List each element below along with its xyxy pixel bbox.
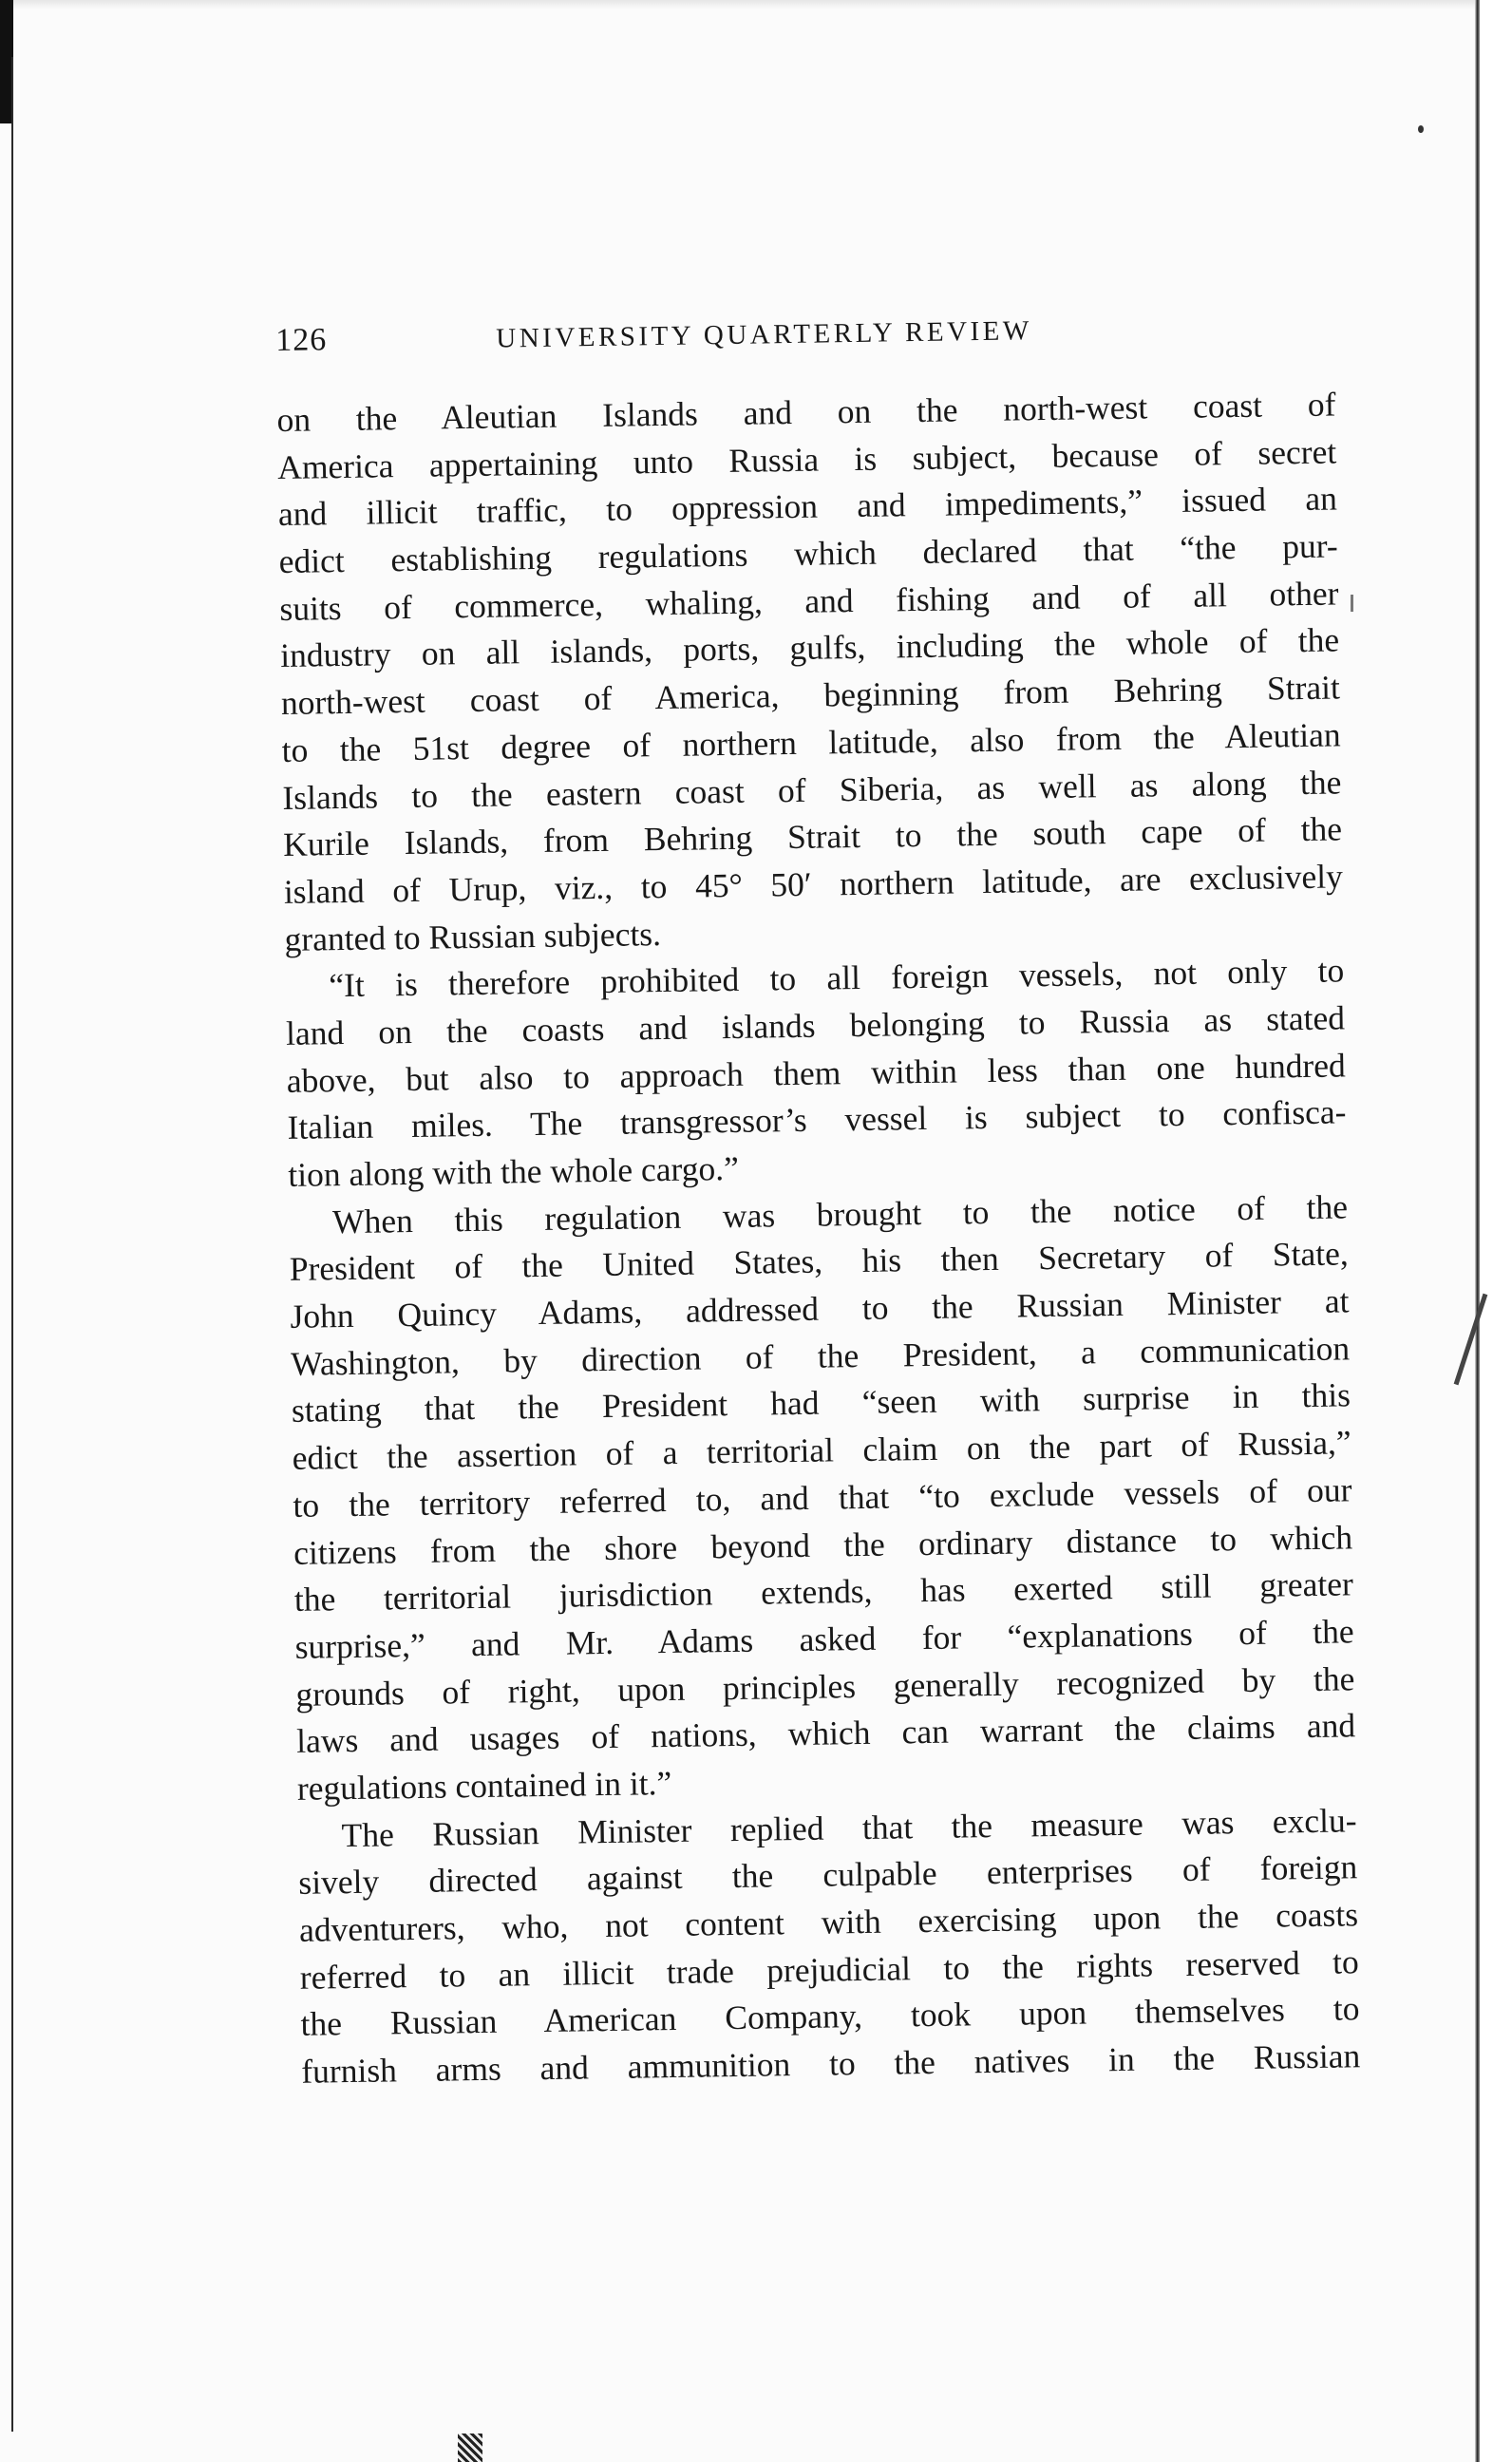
text-line: stating that the President had “seen with surprise in this: [291, 1375, 1351, 1430]
scan-right-margin: [1480, 0, 1512, 2462]
running-title: UNIVERSITY QUARTERLY REVIEW: [496, 315, 1032, 354]
text-line: tion along with the whole cargo.”: [288, 1148, 740, 1194]
text-line: John Quincy Adams, addressed to the Russian Minister at: [290, 1281, 1350, 1335]
text-line: citizens from the shore beyond the ordinary distance to which: [293, 1517, 1353, 1572]
running-head: [275, 307, 1335, 380]
text-line: Islands to the eastern coast of Siberia, as well as along the: [282, 762, 1342, 817]
text-line: land on the coasts and islands belonging to Russia as stated: [285, 998, 1346, 1052]
text-line: regulations contained in it.”: [296, 1763, 672, 1808]
dust-speck: [1351, 595, 1353, 612]
text-line: edict establishing regulations which declared that “the pur-: [278, 526, 1338, 581]
text-line: When this regulation was brought to the notice of the: [331, 1187, 1349, 1240]
text-line: suits of commerce, whaling, and fishing and of all other: [279, 574, 1339, 628]
text-line: furnish arms and ammunition to the natives in the Russian: [301, 2036, 1361, 2091]
text-line: the territorial jurisdiction extends, has exerted still greater: [293, 1564, 1354, 1619]
text-line: “It is therefore prohibited to all foreign vessels, not only to: [329, 951, 1345, 1005]
text-line: island of Urup, viz., to 45° 50′ northern latitude, are exclusively: [283, 857, 1344, 911]
scan-left-border-line: [11, 57, 13, 2432]
scan-top-edge: [0, 0, 1512, 9]
book-page: [275, 307, 1361, 2095]
text-line: on the Aleutian Islands and on the north-west coast of: [276, 385, 1336, 439]
text-line: to the territory referred to, and that “to exclude vessels of our: [293, 1470, 1352, 1525]
page-number: 126: [275, 322, 328, 358]
dust-speck: [1418, 125, 1424, 133]
text-line: north-west coast of America, beginning from Behring Strait: [280, 668, 1341, 723]
scanner-artifact: [458, 2434, 482, 2462]
text-line: President of the United States, his then Secretary of State,: [289, 1234, 1349, 1289]
text-line: the Russian American Company, took upon themselves to: [300, 1989, 1360, 2044]
text-line: grounds of right, upon principles generally recognized by the: [295, 1658, 1355, 1714]
text-line: and illicit traffic, to oppression and impediments,” issued an: [277, 479, 1338, 534]
text-line: adventurers, who, not content with exercising upon the coasts: [298, 1895, 1359, 1949]
text-line: to the 51st degree of northern latitude, also from the Aleutian: [281, 715, 1341, 769]
text-line: Italian miles. The transgressor’s vessel is subject to confisca-: [287, 1092, 1347, 1147]
text-line: industry on all islands, ports, gulfs, including the whole of the: [279, 620, 1340, 675]
text-line: sively directed against the culpable enterprises of foreign: [298, 1847, 1358, 1903]
body-text: [276, 381, 1360, 2095]
text-line: laws and usages of nations, which can warrant the claims and: [295, 1706, 1356, 1761]
text-line: referred to an illicit trade prejudicial to the rights reserved to: [299, 1941, 1360, 1997]
text-line: above, but also to approach them within less than one hundred: [286, 1045, 1347, 1100]
text-line: edict the assertion of a territorial claim on the part of Russia,”: [292, 1423, 1351, 1477]
text-line: The Russian Minister replied that the measure was exclu-: [341, 1800, 1357, 1854]
text-line: America appertaining unto Russia is subject, because of secret: [276, 432, 1337, 486]
text-line: surprise,” and Mr. Adams asked for “explanations of the: [294, 1612, 1354, 1666]
text-line: Washington, by direction of the President, a communication: [290, 1329, 1351, 1383]
text-line: granted to Russian subjects.: [284, 914, 662, 958]
text-line: Kurile Islands, from Behring Strait to the south cape of the: [282, 809, 1343, 864]
